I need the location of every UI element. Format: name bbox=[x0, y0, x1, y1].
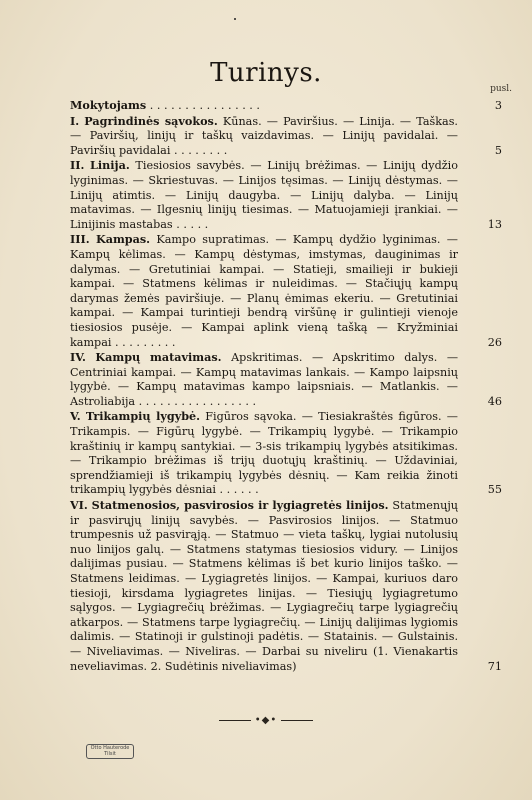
toc-entry-number: II. bbox=[70, 158, 85, 173]
toc-entry-number: III. bbox=[70, 232, 90, 247]
page-title: Turinys. bbox=[210, 58, 322, 88]
toc-entry bbox=[70, 409, 502, 498]
toc-entry-page: 46 bbox=[487, 394, 502, 408]
toc-entry bbox=[70, 158, 502, 232]
page-column-label: pusl. bbox=[490, 84, 512, 94]
toc-entry bbox=[70, 114, 502, 159]
toc-entry bbox=[70, 98, 502, 114]
toc-entry-number: IV. bbox=[70, 350, 86, 365]
toc-entry-text: Statmenųjų ir pasvirųjų linijų savybės. — Pasvirosios linijos. — Statmuo trumpesnis už pasvirąją. — Statmuo — vieta taškų, lygiai nutolusių nuo linijos galų. — Statmens statymas tiesiosios vidury. — Linijos dalijimas pusiau. — Statmens kėlimas iš bet kurio linijos taško. — Statmens leidimas. — Lygiagretės linijos. — Kampai, kuriuos daro tiesioji, kirsdama lygiagretes linijas. — Tiesiųjų lygiagretumo sąlygos. — Lygiagrečių brėžimas. — Lygiagrečių tarpe lygiagrečių atkarpos. — Statmens tarpe lygiagrečių. — Linijų dalijimas lygiomis dalimis. — Statinoji ir gulstinoji padėtis. — Statainis. — Gulstainis. — Niveliavimas. — Niveliras. — Darbai su niveliru (1. Vienakartis neveliavimas. 2. Sudėtinis niveliavimas) bbox=[70, 499, 458, 673]
printer-stamp bbox=[86, 744, 134, 759]
stamp-line: Otto Hauterode bbox=[90, 745, 130, 751]
toc-entry-heading: Linija. bbox=[90, 158, 130, 173]
toc-entry-page: 3 bbox=[494, 99, 502, 112]
toc-entry-number: VI. bbox=[70, 498, 88, 513]
toc-entry-page: 26 bbox=[487, 335, 502, 349]
toc-entry-page: 5 bbox=[494, 143, 502, 157]
toc-entry-text: Kampo supratimas. — Kampų dydžio lyginimas. — Kampų kėlimas. — Kampų dėstymas, imstymas, dauginimas ir dalymas. — Gretutiniai kampai. — Statieji, smailieji ir bukieji kampai. — Statmens kėlimas ir nuleidimas. — Stačiųjų kampų darymas žemės paviršiuje. — Planų ėmimas ekeriu. — Gretutiniai kampai. — Kampai turintieji bendrą viršūnę ir gulintieji vienoje tiesiosios pusėje. — Kampai aplink vieną tašką — Kryžminiai kampai . . . . . . . . . bbox=[70, 233, 458, 349]
toc-entry bbox=[70, 232, 502, 350]
toc-entry-heading: Kampų matavimas. bbox=[95, 350, 222, 365]
toc-entry-page: 55 bbox=[487, 483, 502, 497]
ornament-rule bbox=[281, 720, 313, 721]
stamp-line: Tilsit bbox=[104, 750, 116, 757]
toc-entry bbox=[70, 498, 502, 674]
toc-entry-heading: Statmenosios, pasvirosios ir lygiagretės linijos. bbox=[91, 498, 389, 513]
table-of-contents bbox=[70, 98, 502, 674]
toc-entry-number: I. bbox=[70, 113, 80, 128]
toc-entry-page: 71 bbox=[487, 659, 502, 673]
toc-entry bbox=[70, 350, 502, 409]
toc-entry-text: Figūros sąvoka. — Tiesiakraštės figūros. — Trikampis. — Figūrų lygybė. — Trikampių lygybė. — Trikampio kraštinių ir kampų santykiai. — 3-sis trikampių lygybės atsitikimas. — Trikampio brėžimas iš trijų duotųjų kraštinių. — Uždaviniai, sprendžiamieji iš trikampių lygybės dėsnių. — Kam reikia žinoti trikampių lygybės dėsniai . . . . . . bbox=[70, 410, 458, 497]
ornament-rule bbox=[219, 720, 251, 721]
toc-entry-heading: Pagrindinės sąvokos. bbox=[84, 113, 218, 128]
toc-entry-text: . . . . . . . . . . . . . . . . bbox=[146, 99, 260, 112]
print-speck bbox=[234, 18, 236, 20]
section-ornament bbox=[0, 715, 532, 726]
toc-entry-heading: Trikampių lygybė. bbox=[85, 409, 201, 424]
toc-entry-page: 13 bbox=[487, 217, 502, 231]
toc-entry-number: V. bbox=[70, 409, 81, 424]
toc-entry-text: Kūnas. — Paviršius. — Linija. — Taškas. — Paviršių, linijų ir taškų vaizdavimas. — Linijų pavidalai. — Paviršių pavidalai . . . . . . . . bbox=[70, 114, 458, 157]
toc-entry-heading: Mokytojams bbox=[70, 98, 147, 112]
toc-entry-text: Apskritimas. — Apskritimo dalys. — Centriniai kampai. — Kampų matavimas lankais. — Kampo laipsnių lygybė. — Kampų matavimas kampo laipsniais. — Matlankis. — Astroliabija . . . . . . . . . . . . . . . . . bbox=[70, 351, 459, 408]
ornament-mark: •◆• bbox=[254, 715, 278, 726]
toc-entry-heading: Kampas. bbox=[95, 232, 151, 247]
toc-entry-text: Tiesiosios savybės. — Linijų brėžimas. — Linijų dydžio lyginimas. — Skriestuvas. — Linijos tęsimas. — Linijų dėstymas. — Linijų atimtis. — Linijų daugyba. — Linijų dalyba. — Linijų matavimas. — Ilgesnių linijų tiesimas. — Matuojamieji įrankiai. — Linijinis mastabas . . . . . bbox=[70, 159, 458, 231]
